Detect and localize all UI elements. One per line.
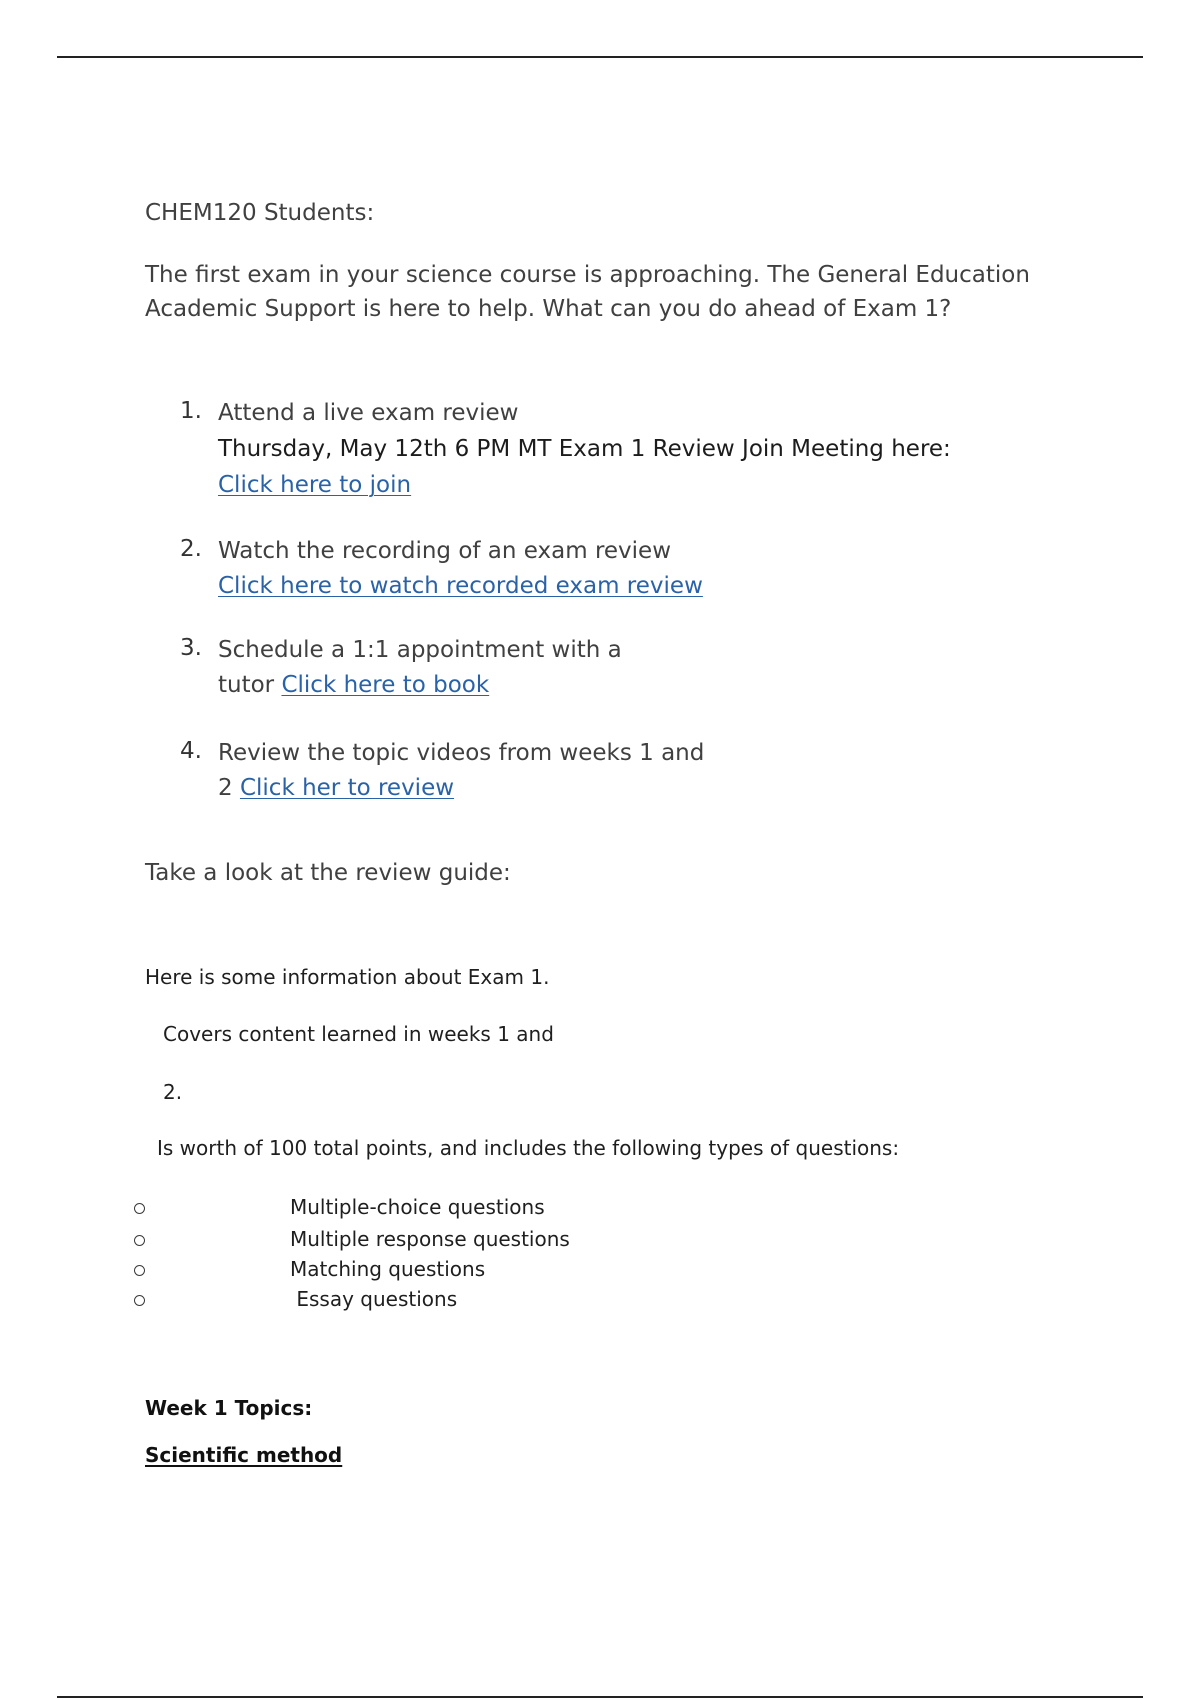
book-tutor-link[interactable]: Click here to book [281,672,490,698]
bottom-rule [57,1696,1143,1698]
exam-points-text: Is worth of 100 total points, and includes the following types of questions: [157,1136,900,1160]
step-4-number: 4. [180,738,202,764]
question-type-item: Essay questions [290,1287,458,1311]
top-rule [57,56,1143,58]
topic-videos-link[interactable]: Click her to review [239,775,455,801]
step-3-title-cont: tutor [218,672,282,698]
exam-info-heading: Here is some information about Exam 1. [145,965,550,989]
exam-covers-line1: Covers content learned in weeks 1 and [163,1022,554,1046]
join-meeting-link[interactable]: Click here to join [218,472,412,498]
step-4-title: Review the topic videos from weeks 1 and [218,740,705,766]
intro-paragraph: The first exam in your science course is approaching. The General Education Academic Support is here to help. What can you do ahead of Exam 1? [145,262,1030,322]
bullet-icon [134,1295,145,1306]
review-guide-text: Take a look at the review guide: [145,860,511,886]
exam-covers-line2: 2. [163,1080,183,1104]
bullet-icon [134,1203,145,1214]
question-type-item: Multiple response questions [290,1227,570,1251]
step-1-detail: Thursday, May 12th 6 PM MT Exam 1 Review Join Meeting here: [218,436,951,462]
recorded-review-link[interactable]: Click here to watch recorded exam review [218,573,703,599]
question-type-item: Matching questions [290,1257,486,1281]
step-1-title: Attend a live exam review [218,400,519,426]
step-3-number: 3. [180,635,202,661]
week1-heading: Week 1 Topics: [145,1396,313,1420]
bullet-icon [134,1265,145,1276]
question-type-item: Multiple-choice questions [290,1195,545,1219]
step-1-number: 1. [180,398,202,424]
step-4-title-cont: 2 [218,775,240,801]
week1-topic-scientific-method: Scientific method [145,1443,343,1467]
step-2-title: Watch the recording of an exam review [218,538,672,564]
step-2-number: 2. [180,536,202,562]
bullet-icon [134,1235,145,1246]
greeting: CHEM120 Students: [145,200,375,226]
step-3-title: Schedule a 1:1 appointment with a [218,637,622,663]
